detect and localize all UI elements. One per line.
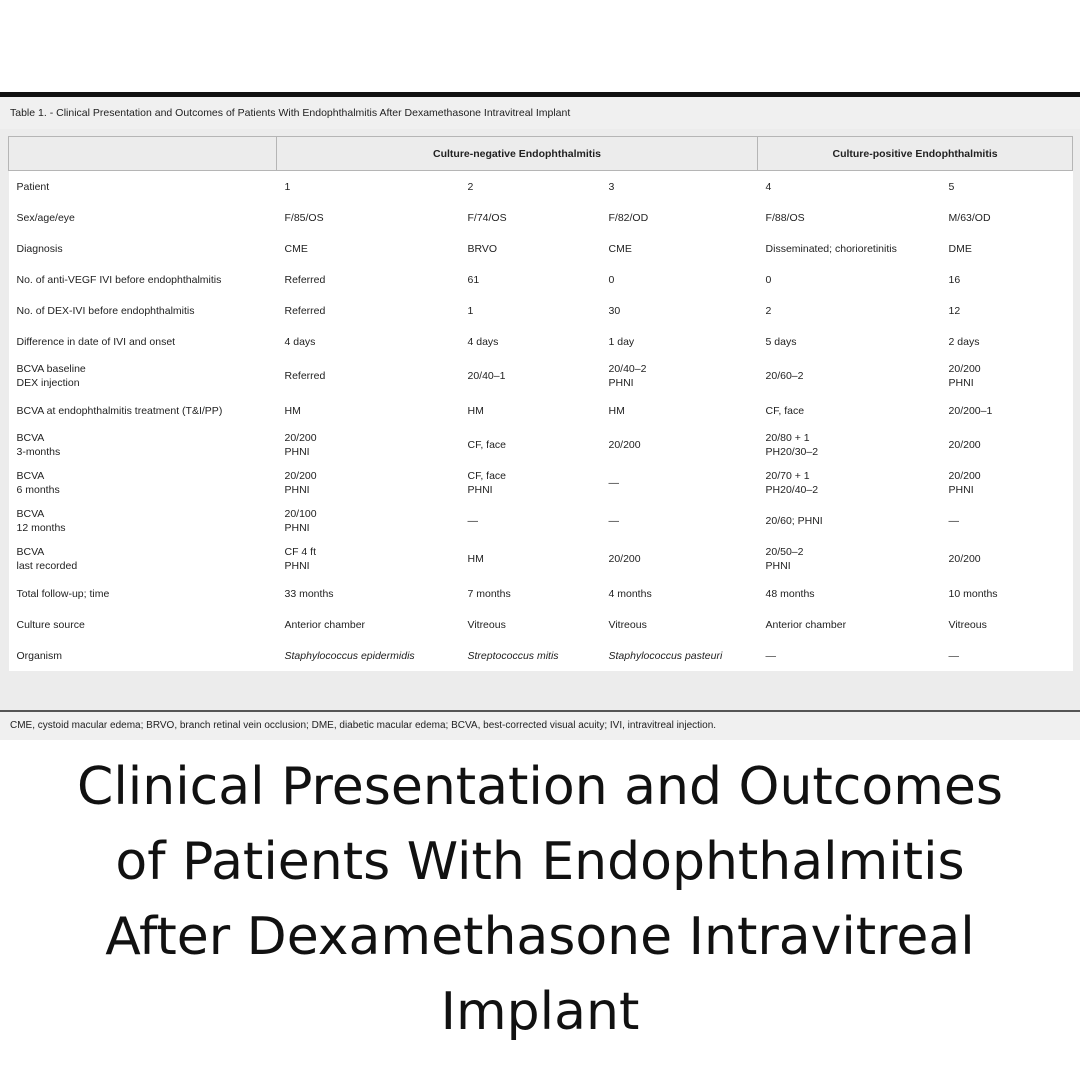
table-cell: CF 4 ft PHNI bbox=[277, 540, 460, 578]
table-cell: 20/100 PHNI bbox=[277, 502, 460, 540]
table-cell: 30 bbox=[601, 295, 758, 326]
row-label: No. of anti-VEGF IVI before endophthalmitis bbox=[9, 264, 277, 295]
table-row bbox=[9, 540, 1073, 578]
table-cell: 33 months bbox=[277, 578, 460, 609]
table-row bbox=[9, 426, 1073, 464]
table-cell: 1 bbox=[277, 171, 460, 203]
table-cell: 10 months bbox=[941, 578, 1073, 609]
table-cell: 4 days bbox=[277, 326, 460, 357]
table-caption: Table 1. - Clinical Presentation and Outcomes of Patients With Endophthalmitis After Dexamethasone Intravitreal Implant bbox=[0, 97, 1080, 129]
row-label: BCVA baseline DEX injection bbox=[9, 357, 277, 395]
row-label: Culture source bbox=[9, 609, 277, 640]
row-label: Total follow-up; time bbox=[9, 578, 277, 609]
group-header-row bbox=[9, 137, 1073, 171]
table-cell: 0 bbox=[758, 264, 941, 295]
row-label: Sex/age/eye bbox=[9, 202, 277, 233]
table-cell: 0 bbox=[601, 264, 758, 295]
table-row bbox=[9, 295, 1073, 326]
group-header-blank bbox=[9, 137, 277, 171]
table-cell: BRVO bbox=[460, 233, 601, 264]
row-label: BCVA last recorded bbox=[9, 540, 277, 578]
table-cell: 5 days bbox=[758, 326, 941, 357]
table-cell: — bbox=[601, 502, 758, 540]
row-label: No. of DEX-IVI before endophthalmitis bbox=[9, 295, 277, 326]
row-label: BCVA 12 months bbox=[9, 502, 277, 540]
table-cell: CME bbox=[601, 233, 758, 264]
table-row bbox=[9, 264, 1073, 295]
row-label: Difference in date of IVI and onset bbox=[9, 326, 277, 357]
row-label: Patient bbox=[9, 171, 277, 203]
page-headline: Clinical Presentation and Outcomes of Patients With Endophthalmitis After Dexamethasone Intravitreal Implant bbox=[77, 757, 1003, 1042]
table-cell: 4 bbox=[758, 171, 941, 203]
row-label: Organism bbox=[9, 640, 277, 671]
table-cell: HM bbox=[460, 540, 601, 578]
table-cell: — bbox=[941, 502, 1073, 540]
group-header-culture-negative: Culture-negative Endophthalmitis bbox=[277, 137, 758, 171]
row-label: BCVA 6 months bbox=[9, 464, 277, 502]
table-cell: 20/40–2 PHNI bbox=[601, 357, 758, 395]
table-row bbox=[9, 357, 1073, 395]
table-cell: 20/60–2 bbox=[758, 357, 941, 395]
table-cell: 20/60; PHNI bbox=[758, 502, 941, 540]
table-cell: — bbox=[941, 640, 1073, 671]
table-cell: CF, face bbox=[758, 395, 941, 426]
table-row bbox=[9, 640, 1073, 671]
table-cell: 16 bbox=[941, 264, 1073, 295]
table-cell: HM bbox=[601, 395, 758, 426]
table-cell: F/85/OS bbox=[277, 202, 460, 233]
table-row bbox=[9, 171, 1073, 203]
table-cell: 5 bbox=[941, 171, 1073, 203]
table-cell: Staphylococcus pasteuri bbox=[601, 640, 758, 671]
table-row bbox=[9, 502, 1073, 540]
table-cell: 2 days bbox=[941, 326, 1073, 357]
table-container bbox=[0, 129, 1080, 710]
table-row bbox=[9, 233, 1073, 264]
table-cell: — bbox=[601, 464, 758, 502]
table-row bbox=[9, 578, 1073, 609]
table-cell: 4 days bbox=[460, 326, 601, 357]
table-cell: 12 bbox=[941, 295, 1073, 326]
table-cell: DME bbox=[941, 233, 1073, 264]
table-cell: Referred bbox=[277, 295, 460, 326]
table-cell: 20/200 PHNI bbox=[277, 426, 460, 464]
table-cell: 2 bbox=[460, 171, 601, 203]
table-cell: F/88/OS bbox=[758, 202, 941, 233]
table-cell: 20/200–1 bbox=[941, 395, 1073, 426]
table-cell: — bbox=[758, 640, 941, 671]
table-cell: Vitreous bbox=[941, 609, 1073, 640]
table-cell: F/74/OS bbox=[460, 202, 601, 233]
table-row bbox=[9, 609, 1073, 640]
table-cell: HM bbox=[277, 395, 460, 426]
table-cell: Vitreous bbox=[460, 609, 601, 640]
table-cell: CME bbox=[277, 233, 460, 264]
table-row bbox=[9, 395, 1073, 426]
row-label: BCVA at endophthalmitis treatment (T&I/PP) bbox=[9, 395, 277, 426]
table-cell: 1 day bbox=[601, 326, 758, 357]
table-cell: 20/40–1 bbox=[460, 357, 601, 395]
table-footnote: CME, cystoid macular edema; BRVO, branch retinal vein occlusion; DME, diabetic macular edema; BCVA, best-corrected visual acuity; IVI, intravitreal injection. bbox=[0, 710, 1080, 740]
table-cell: Referred bbox=[277, 264, 460, 295]
table-cell: Staphylococcus epidermidis bbox=[277, 640, 460, 671]
table-cell: 3 bbox=[601, 171, 758, 203]
table-cell: Anterior chamber bbox=[277, 609, 460, 640]
table-cell: 20/200 bbox=[941, 540, 1073, 578]
table-cell: CF, face PHNI bbox=[460, 464, 601, 502]
table-body bbox=[9, 171, 1073, 672]
outcomes-table bbox=[8, 136, 1073, 671]
table-cell: Referred bbox=[277, 357, 460, 395]
table-cell: 20/200 bbox=[601, 426, 758, 464]
table-cell: 20/200 bbox=[941, 426, 1073, 464]
table-cell: Disseminated; chorioretinitis bbox=[758, 233, 941, 264]
table-cell: — bbox=[460, 502, 601, 540]
table-cell: 20/200 PHNI bbox=[941, 357, 1073, 395]
table-cell: CF, face bbox=[460, 426, 601, 464]
table-cell: Anterior chamber bbox=[758, 609, 941, 640]
table-cell: 20/70 + 1 PH20/40–2 bbox=[758, 464, 941, 502]
table-cell: 20/200 bbox=[601, 540, 758, 578]
table-cell: 61 bbox=[460, 264, 601, 295]
table-cell: M/63/OD bbox=[941, 202, 1073, 233]
table-cell: 20/200 PHNI bbox=[941, 464, 1073, 502]
row-label: Diagnosis bbox=[9, 233, 277, 264]
row-label: BCVA 3-months bbox=[9, 426, 277, 464]
table-cell: HM bbox=[460, 395, 601, 426]
table-cell: Vitreous bbox=[601, 609, 758, 640]
table-row bbox=[9, 202, 1073, 233]
table-cell: F/82/OD bbox=[601, 202, 758, 233]
table-cell: Streptococcus mitis bbox=[460, 640, 601, 671]
group-header-culture-positive: Culture-positive Endophthalmitis bbox=[758, 137, 1073, 171]
table-cell: 1 bbox=[460, 295, 601, 326]
table-cell: 20/50–2 PHNI bbox=[758, 540, 941, 578]
table-cell: 20/200 PHNI bbox=[277, 464, 460, 502]
table-cell: 7 months bbox=[460, 578, 601, 609]
table-cell: 4 months bbox=[601, 578, 758, 609]
table-row bbox=[9, 326, 1073, 357]
table-cell: 2 bbox=[758, 295, 941, 326]
table-cell: 20/80 + 1 PH20/30–2 bbox=[758, 426, 941, 464]
table-row bbox=[9, 464, 1073, 502]
table-cell: 48 months bbox=[758, 578, 941, 609]
